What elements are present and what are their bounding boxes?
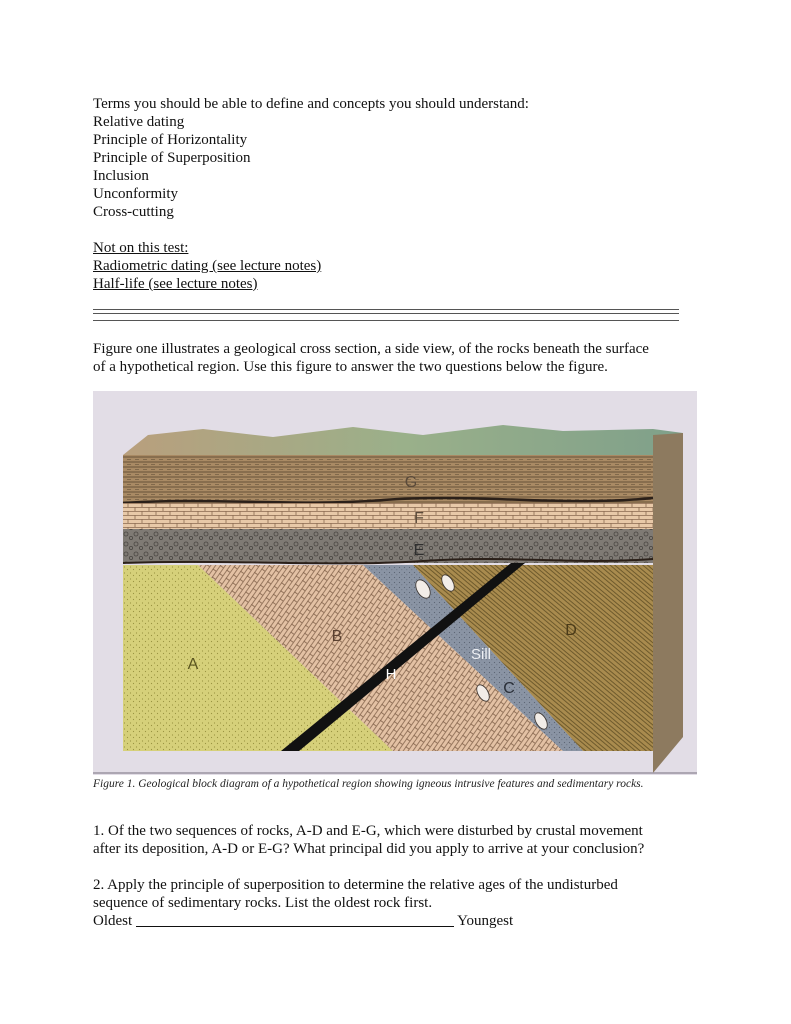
not-on-test-item: Half-life (see lecture notes) <box>93 276 258 292</box>
ordering-line <box>93 912 513 930</box>
term-item: Relative dating <box>93 114 185 130</box>
label-c: C <box>503 680 515 697</box>
label-g: G <box>404 474 418 491</box>
label-a: A <box>187 656 199 673</box>
label-d: D <box>565 622 577 639</box>
label-h: H <box>385 666 397 683</box>
term-item: Unconformity <box>93 186 178 202</box>
terms-heading: Terms you should be able to define and concepts you should understand: <box>93 96 529 112</box>
answer-blank[interactable] <box>136 912 454 927</box>
intro-paragraph: Figure one illustrates a geological cross section, a side view, of the rocks beneath the surface of a hypothetical region. Use this figure to answer the two questions below the figure. <box>93 341 649 375</box>
term-item: Inclusion <box>93 168 149 184</box>
question-2: 2. Apply the principle of superposition to determine the relative ages of the undisturbed sequence of sedimentary rocks. List the oldest rock first. <box>93 877 618 911</box>
youngest-label: Youngest <box>457 913 514 929</box>
not-on-test-item: Radiometric dating (see lecture notes) <box>93 258 322 274</box>
block-diagram-illustration <box>93 391 697 775</box>
section-divider <box>93 309 679 321</box>
term-item: Principle of Superposition <box>93 150 251 166</box>
not-on-test-heading: Not on this test: <box>93 240 189 256</box>
figure-caption: Figure 1. Geological block diagram of a hypothetical region showing igneous intrusive features and sedimentary rocks. <box>93 778 644 790</box>
label-b: B <box>331 628 343 645</box>
label-e: E <box>413 542 425 559</box>
term-item: Principle of Horizontality <box>93 132 248 148</box>
question-1: 1. Of the two sequences of rocks, A-D and E-G, which were disturbed by crustal movement after its deposition, A-D or E-G? What principal did you apply to arrive at your conclusion? <box>93 823 645 857</box>
geology-block-diagram <box>93 391 697 775</box>
label-f: F <box>414 510 424 527</box>
term-item: Cross-cutting <box>93 204 174 220</box>
oldest-label: Oldest <box>93 913 133 929</box>
label-sill: Sill <box>470 646 492 663</box>
